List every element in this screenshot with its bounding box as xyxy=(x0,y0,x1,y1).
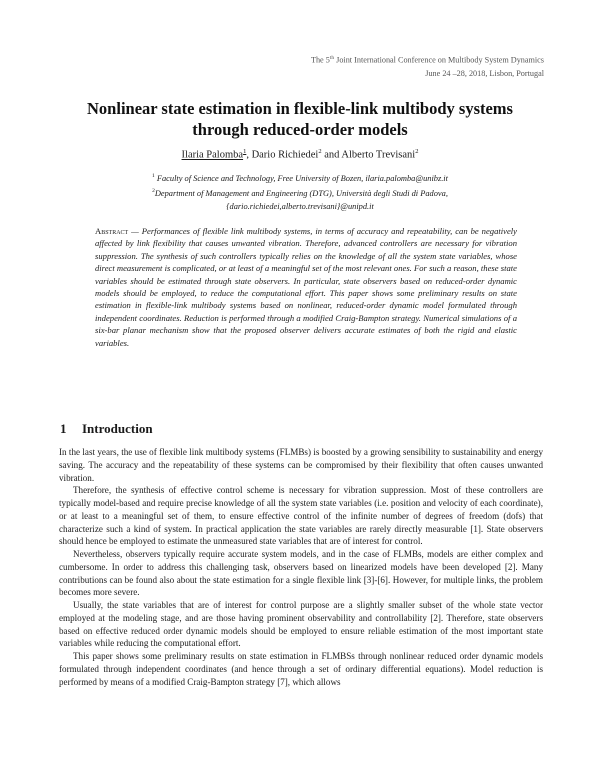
title-line-1: Nonlinear state estimation in flexible-link multibody systems xyxy=(87,99,513,118)
author-2: , Dario Richiedei xyxy=(246,149,319,161)
affiliation-2 xyxy=(60,185,540,200)
paper-title xyxy=(60,98,540,140)
title-line-2: through reduced-order models xyxy=(192,120,408,139)
conference-header xyxy=(311,52,544,80)
paragraph: In the last years, the use of flexible link multibody systems (FLMBs) is boosted by a growing sensibility to sustainability and energy saving. The accuracy and the repeatability of these systems can be compromised by their flexibility that often causes unwanted vibration. xyxy=(59,447,543,483)
affiliation-1 xyxy=(60,170,540,185)
affiliations xyxy=(60,170,540,213)
author-3: and Alberto Trevisani xyxy=(321,149,416,161)
paragraph: Nevertheless, observers typically require accurate system models, and in the case of FLMBs, models are either complex and cumbersome. In order to address this challenging task, observers based on linearized models have been developed [2]. Many contributions can be found also about the state estimation for a single flexible link [3]-[6]. However, for multiple links, the problem becomes more severe. xyxy=(59,549,543,598)
conference-name: Joint International Conference on Multibody System Dynamics xyxy=(334,55,544,65)
section-number: 1 xyxy=(60,421,67,436)
section-title: Introduction xyxy=(82,421,153,436)
body-text xyxy=(59,446,543,688)
section-heading xyxy=(60,421,153,437)
affiliation-1-mark: 1 xyxy=(152,173,155,179)
abstract xyxy=(95,225,517,349)
author-1[interactable]: Ilaria Palomba xyxy=(181,149,244,161)
abstract-text: — Performances of flexible link multibody systems, in terms of accuracy and repeatability, can be negatively affected by link flexibility that causes unwanted vibration. Therefore, advanced controllers are necessary for vibration suppression. The synthesis of such controllers typically relies on the knowledge of all the system state variables, whose direct measurement is complicated, or at least of a meaningful set of the most relevant ones. For such a reason, these state variables should be estimated through state observers. In particular, state observers based on reduced-order dynamic models should be employed, to reduce the computational effort. This paper shows some preliminary results on state estimation in flexible-link multibody systems based on nonlinear, reduced-order dynamic model formulated through independent coordinates. Reduction is performed through a modified Craig-Bampton strategy. Numerical simulations of a six-bar planar mechanism show that the proposed observer delivers accurate estimates of both the rigid and elastic variables. xyxy=(95,226,517,348)
author-list xyxy=(60,148,540,161)
conference-ordinal-sup: th xyxy=(329,55,335,61)
paragraph: Usually, the state variables that are of interest for control purpose are a slightly smaller subset of the whole state vector employed at the modeling stage, and are those having prominent observability and controllability [2]. Therefore, state observers based on effective reduced order dynamic models should be employed to ensure reliable estimation of the most important state variables while reducing the computational effort. xyxy=(59,600,543,649)
conference-name-prefix: The 5 xyxy=(310,55,330,65)
author-3-affiliation-mark: 2 xyxy=(415,148,419,155)
author-2-affiliation-mark: 2 xyxy=(318,148,322,155)
paragraph: Therefore, the synthesis of effective control scheme is necessary for vibration suppression. Most of these controllers are typically model-based and require precise knowledge of all the system state variables (i.e. position and velocity of each coordinate), or at least to a meaningful set of them, to ensure effective control of the infinite number of degrees of freedom (dofs) that characterize such a kind of system. In practical application the state variables are rarely directly measurable [1]. State observers should hence be employed to estimate the unmeasured state variables that are of interest for control. xyxy=(59,485,543,547)
conference-line-1 xyxy=(311,52,544,67)
paragraph: This paper shows some preliminary results on state estimation in FLMBSs through nonlinear reduced order dynamic models formulated through independent coordinates (and hence through a set of ordinary differential equations). Model reduction is performed by means of a modified Craig-Bampton strategy [7], which allows xyxy=(59,651,543,687)
affiliation-2-email: {dario.richiedei,alberto.trevisani}@unipd.it xyxy=(226,201,374,211)
affiliation-1-text: Faculty of Science and Technology, Free University of Bozen, ilaria.palomba@unibz.it xyxy=(154,173,448,183)
conference-dates: June 24 –28, 2018, Lisbon, Portugal xyxy=(425,68,544,78)
abstract-label: Abstract xyxy=(95,226,129,236)
author-1-affiliation-mark: 1 xyxy=(243,148,247,155)
affiliation-2-mark: 2 xyxy=(152,187,155,194)
affiliation-2-text: Department of Management and Engineering (DTG), Università degli Studi di Padova, xyxy=(154,188,448,198)
